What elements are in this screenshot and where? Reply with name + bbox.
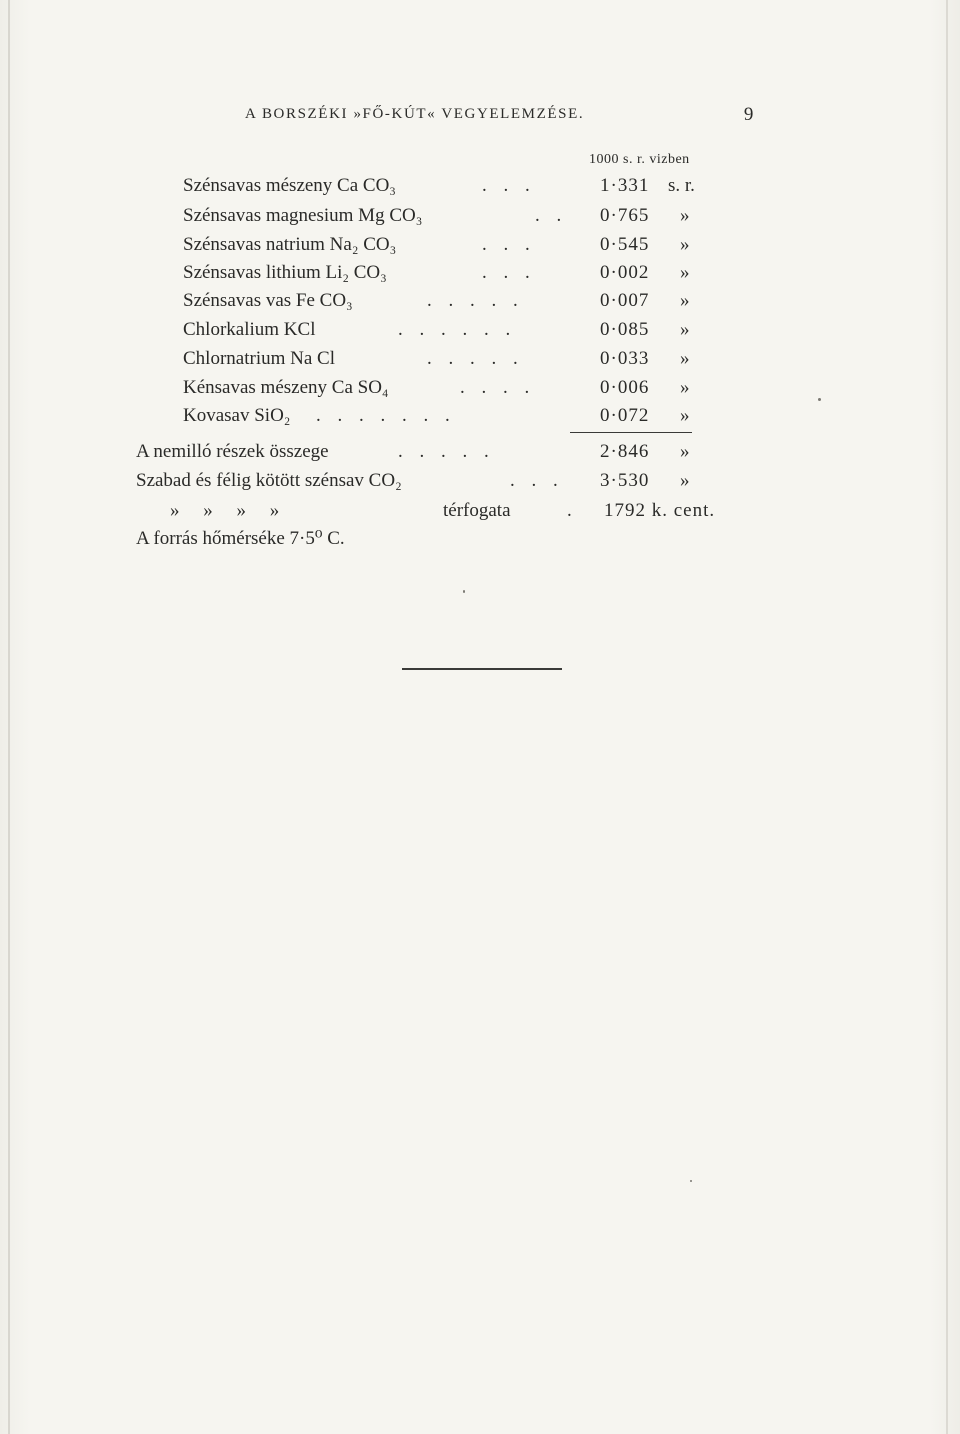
volume-dots: . [567,500,578,521]
sum-label: A nemilló részek összege [136,441,329,462]
row-value: 1·331 [600,175,650,196]
row-dots: . . . . . [427,348,524,369]
table-row [0,172,960,200]
row-value: 0·085 [600,319,650,340]
gas-label: Szabad és félig kötött szénsav CO₂ [136,470,402,491]
row-dots: . . . [482,175,536,196]
row-dots: . . [535,205,568,226]
row-unit: » [680,319,690,340]
row-value: 0·072 [600,405,650,426]
row-value: 0·002 [600,262,650,283]
row-dots: . . . [482,234,536,255]
row-unit: » [680,205,690,226]
row-label: Chlornatrium Na Cl [183,348,335,369]
sum-rule [570,432,692,433]
gas-row [0,467,960,495]
table-row [0,202,960,230]
table-row [0,402,960,430]
table-row [0,374,960,402]
row-label: Szénsavas vas Fe CO₃ [183,290,353,311]
row-unit: » [680,377,690,398]
table-row [0,259,960,287]
row-dots: . . . [482,262,536,283]
row-dots: . . . . [460,377,536,398]
row-dots: . . . . . . . [316,405,456,426]
sum-dots: . . . . . [398,441,495,462]
sum-value: 2·846 [600,441,650,462]
gas-unit: » [680,470,690,491]
row-dots: . . . . . [427,290,524,311]
temperature-line: A forrás hőmérséke 7·5⁰ C. [136,528,345,549]
sum-unit: » [680,441,690,462]
row-label: Szénsavas magnesium Mg CO₃ [183,205,423,226]
sum-row [0,438,960,466]
speck [463,590,465,593]
row-value: 0·006 [600,377,650,398]
ditto-marks: » » » » [170,500,280,521]
table-row [0,231,960,259]
table-row [0,345,960,373]
row-unit: » [680,405,690,426]
row-label: Kovasav SiO₂ [183,405,291,426]
column-header: 1000 s. r. vizben [589,152,690,167]
row-value: 0·007 [600,290,650,311]
row-label: Szénsavas natrium Na₂ CO₃ [183,234,397,255]
row-value: 0·033 [600,348,650,369]
volume-value: 1792 k. cent. [604,500,716,521]
row-dots: . . . . . . [398,319,517,340]
section-end-rule [402,668,562,670]
speck [818,398,821,401]
page-number: 9 [743,104,755,125]
row-label: Chlorkalium KCl [183,319,316,340]
row-unit: » [680,262,690,283]
gas-value: 3·530 [600,470,650,491]
row-label: Szénsavas mészeny Ca CO₃ [183,175,396,196]
speck [690,1180,692,1182]
row-value: 0·545 [600,234,650,255]
volume-label: térfogata [443,500,511,521]
row-unit: » [680,348,690,369]
row-label: Szénsavas lithium Li₂ CO₃ [183,262,387,283]
row-unit: » [680,234,690,255]
running-header [245,104,755,128]
row-unit: s. r. [668,175,695,196]
gas-dots: . . . [510,470,564,491]
row-label: Kénsavas mészeny Ca SO₄ [183,377,389,398]
volume-row [0,497,960,525]
row-value: 0·765 [600,205,650,226]
table-row [0,287,960,315]
header-title: A BORSZÉKI »FŐ-KÚT« VEGYELEMZÉSE. [245,106,585,122]
temperature-row [0,525,960,553]
row-unit: » [680,290,690,311]
table-row [0,316,960,344]
